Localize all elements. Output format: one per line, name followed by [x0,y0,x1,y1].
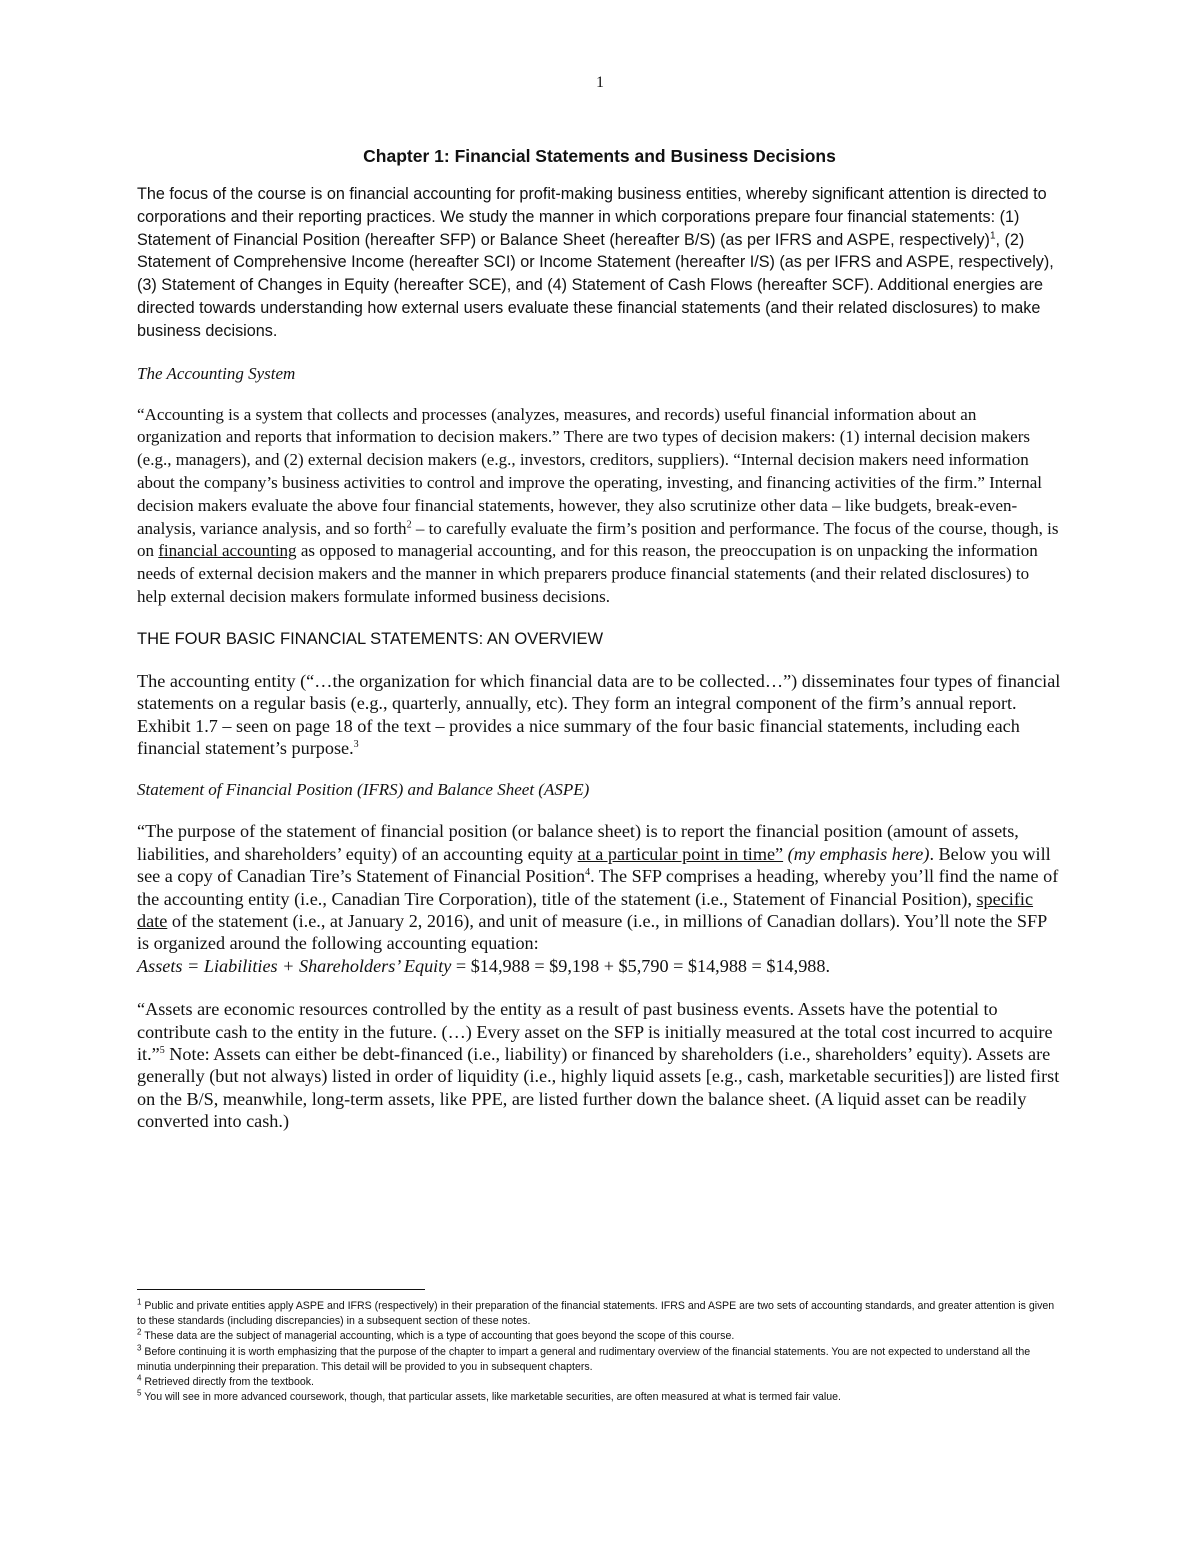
footnote: $^2$ These data are the subject of managerial accounting, which is a type of accounting that goes beyond the scope of this course. [137,1327,735,1343]
accounting-equation: Assets = Liabilities + Shareholders’ Equity [137,955,452,976]
emphasis-note: (my emphasis here) [783,843,930,864]
footnote-ref-5: 5 [159,1044,165,1056]
underlined-term: financial accounting [158,541,297,561]
section-heading-sfp: Statement of Financial Position (IFRS) and Balance Sheet (ASPE) [137,780,590,800]
section-heading-overview: THE FOUR BASIC FINANCIAL STATEMENTS: AN OVERVIEW [137,629,604,648]
footnotes [137,1299,1062,1405]
underlined-phrase: at a particular point in time” [577,843,784,864]
underlined-date: specific date [137,888,1034,931]
page-number: 1 [596,74,604,91]
footnote: $^3$ Before continuing it is worth emphasizing that the purpose of the chapter to impart a general and rudimentary overview of the financial statements. You are not expected to understand all the minutia underpinning their preparation. This detail will be provided to you in subsequent chapters. [137,1343,1031,1373]
chapter-title: Chapter 1: Financial Statements and Business Decisions [363,146,836,166]
sfp-paragraph: “The purpose of the statement of financial position (or balance sheet) is to report the financial position (amount of assets, liabilities, and shareholders’ equity) of an accounting equity at a particular point in time” (my emphasis here). Below you will see a copy of Canadian Tire’s Statement of Financial Position$^4$. The SFP comprises a heading, whereby you’ll find the name of the accounting entity (i.e., Canadian Tire Corporation), title of the statement (i.e., Statement of Financial Position), specific date of the statement (i.e., at January 2, 2016), and unit of measure (i.e., in millions of Canadian dollars). You’ll note the SFP is organized around the following accounting equation: Assets = Liabilities + Shareholders’ Equity = $14,988 = $9,198 + $5,790 = $14,988 = $14,988. [137,821,1059,976]
assets-paragraph: “Assets are economic resources controlled by the entity as a result of past business events. Assets have the potential to contribute cash to the entity in the future. (…) Every asset on the SFP is initially measured at the total cost incurred to acquire it.”$^5$ Note: Assets can either be debt-financed (i.e., liability) or financed by shareholders (i.e., shareholders’ equity). Assets are generally (but not always) listed in order of liquidity (i.e., highly liquid assets [e.g., cash, marketable securities]) are listed first on the B/S, meanwhile, long-term assets, like PPE, are listed further down the balance sheet. (A liquid asset can be readily converted into cash.) [137,999,1060,1132]
footnote-ref-4: 4 [585,867,591,879]
accounting-system-paragraph: “Accounting is a system that collects and processes (analyzes, measures, and records) useful financial information about an organization and reports that information to decision makers.” There are two types of decision makers: (1) internal decision makers (e.g., managers), and (2) external decision makers (e.g., investors, creditors, suppliers). “Internal decision makers need information about the company’s business activities to control and improve the operating, investing, and financing activities of the firm.” Internal decision makers evaluate the above four financial statements, however, they also scrutinize other data – like budgets, break-even-analysis, variance analysis, and so forth$^2$ – to carefully evaluate the firm’s position and performance. The focus of the course, though, is on financial accounting as opposed to managerial accounting, and for this reason, the preoccupation is on unpacking the information needs of external decision makers and the manner in which preparers produce financial statements (and their related disclosures) to help external decision makers formulate informed business decisions. [137,404,1059,606]
footnote: $^5$ You will see in more advanced coursework, though, that particular assets, like marketable securities, are often measured at what is termed fair value. [137,1388,841,1404]
footnote-ref-3: 3 [353,738,359,750]
section-heading-accounting-system: The Accounting System [137,363,296,383]
footnote: $^4$ Retrieved directly from the textbook. [137,1373,314,1389]
overview-paragraph: The accounting entity (“…the organization for which financial data are to be collected…”) disseminates four types of financial statements on a regular basis (e.g., quarterly, annually, etc). They form an integral component of the firm’s annual report. Exhibit 1.7 – seen on page 18 of the text – provides a nice summary of the four basic financial statements, including each financial statement’s purpose.$^3$ [137,670,1061,758]
footnote: $^1$ Public and private entities apply ASPE and IFRS (respectively) in their preparation of the financial statements. IFRS and ASPE are two sets of accounting standards, and greater attention is given to these standards (including discrepancies) in a subsequent section of these notes. [137,1297,1055,1328]
page-content [137,146,1062,1154]
footnote-ref-2: 2 [406,518,412,530]
footnote-ref-1: 1 [989,230,996,242]
intro-paragraph: The focus of the course is on financial accounting for profit-making business entities, whereby significant attention is directed to corporations and their reporting practices. We study the manner in which corporations prepare four financial statements: (1) Statement of Financial Position (hereafter SFP) or Balance Sheet (hereafter B/S) (as per IFRS and ASPE, respectively)$^1$, (2) Statement of Comprehensive Income (hereafter SCI) or Income Statement (hereafter I/S) (as per IFRS and ASPE, respectively), (3) Statement of Changes in Equity (hereafter SCE), and (4) Statement of Cash Flows (hereafter SCF). Additional energies are directed towards understanding how external users evaluate these financial statements (and their related disclosures) to make business decisions. [137,185,1054,340]
footnote-divider [137,1289,425,1290]
